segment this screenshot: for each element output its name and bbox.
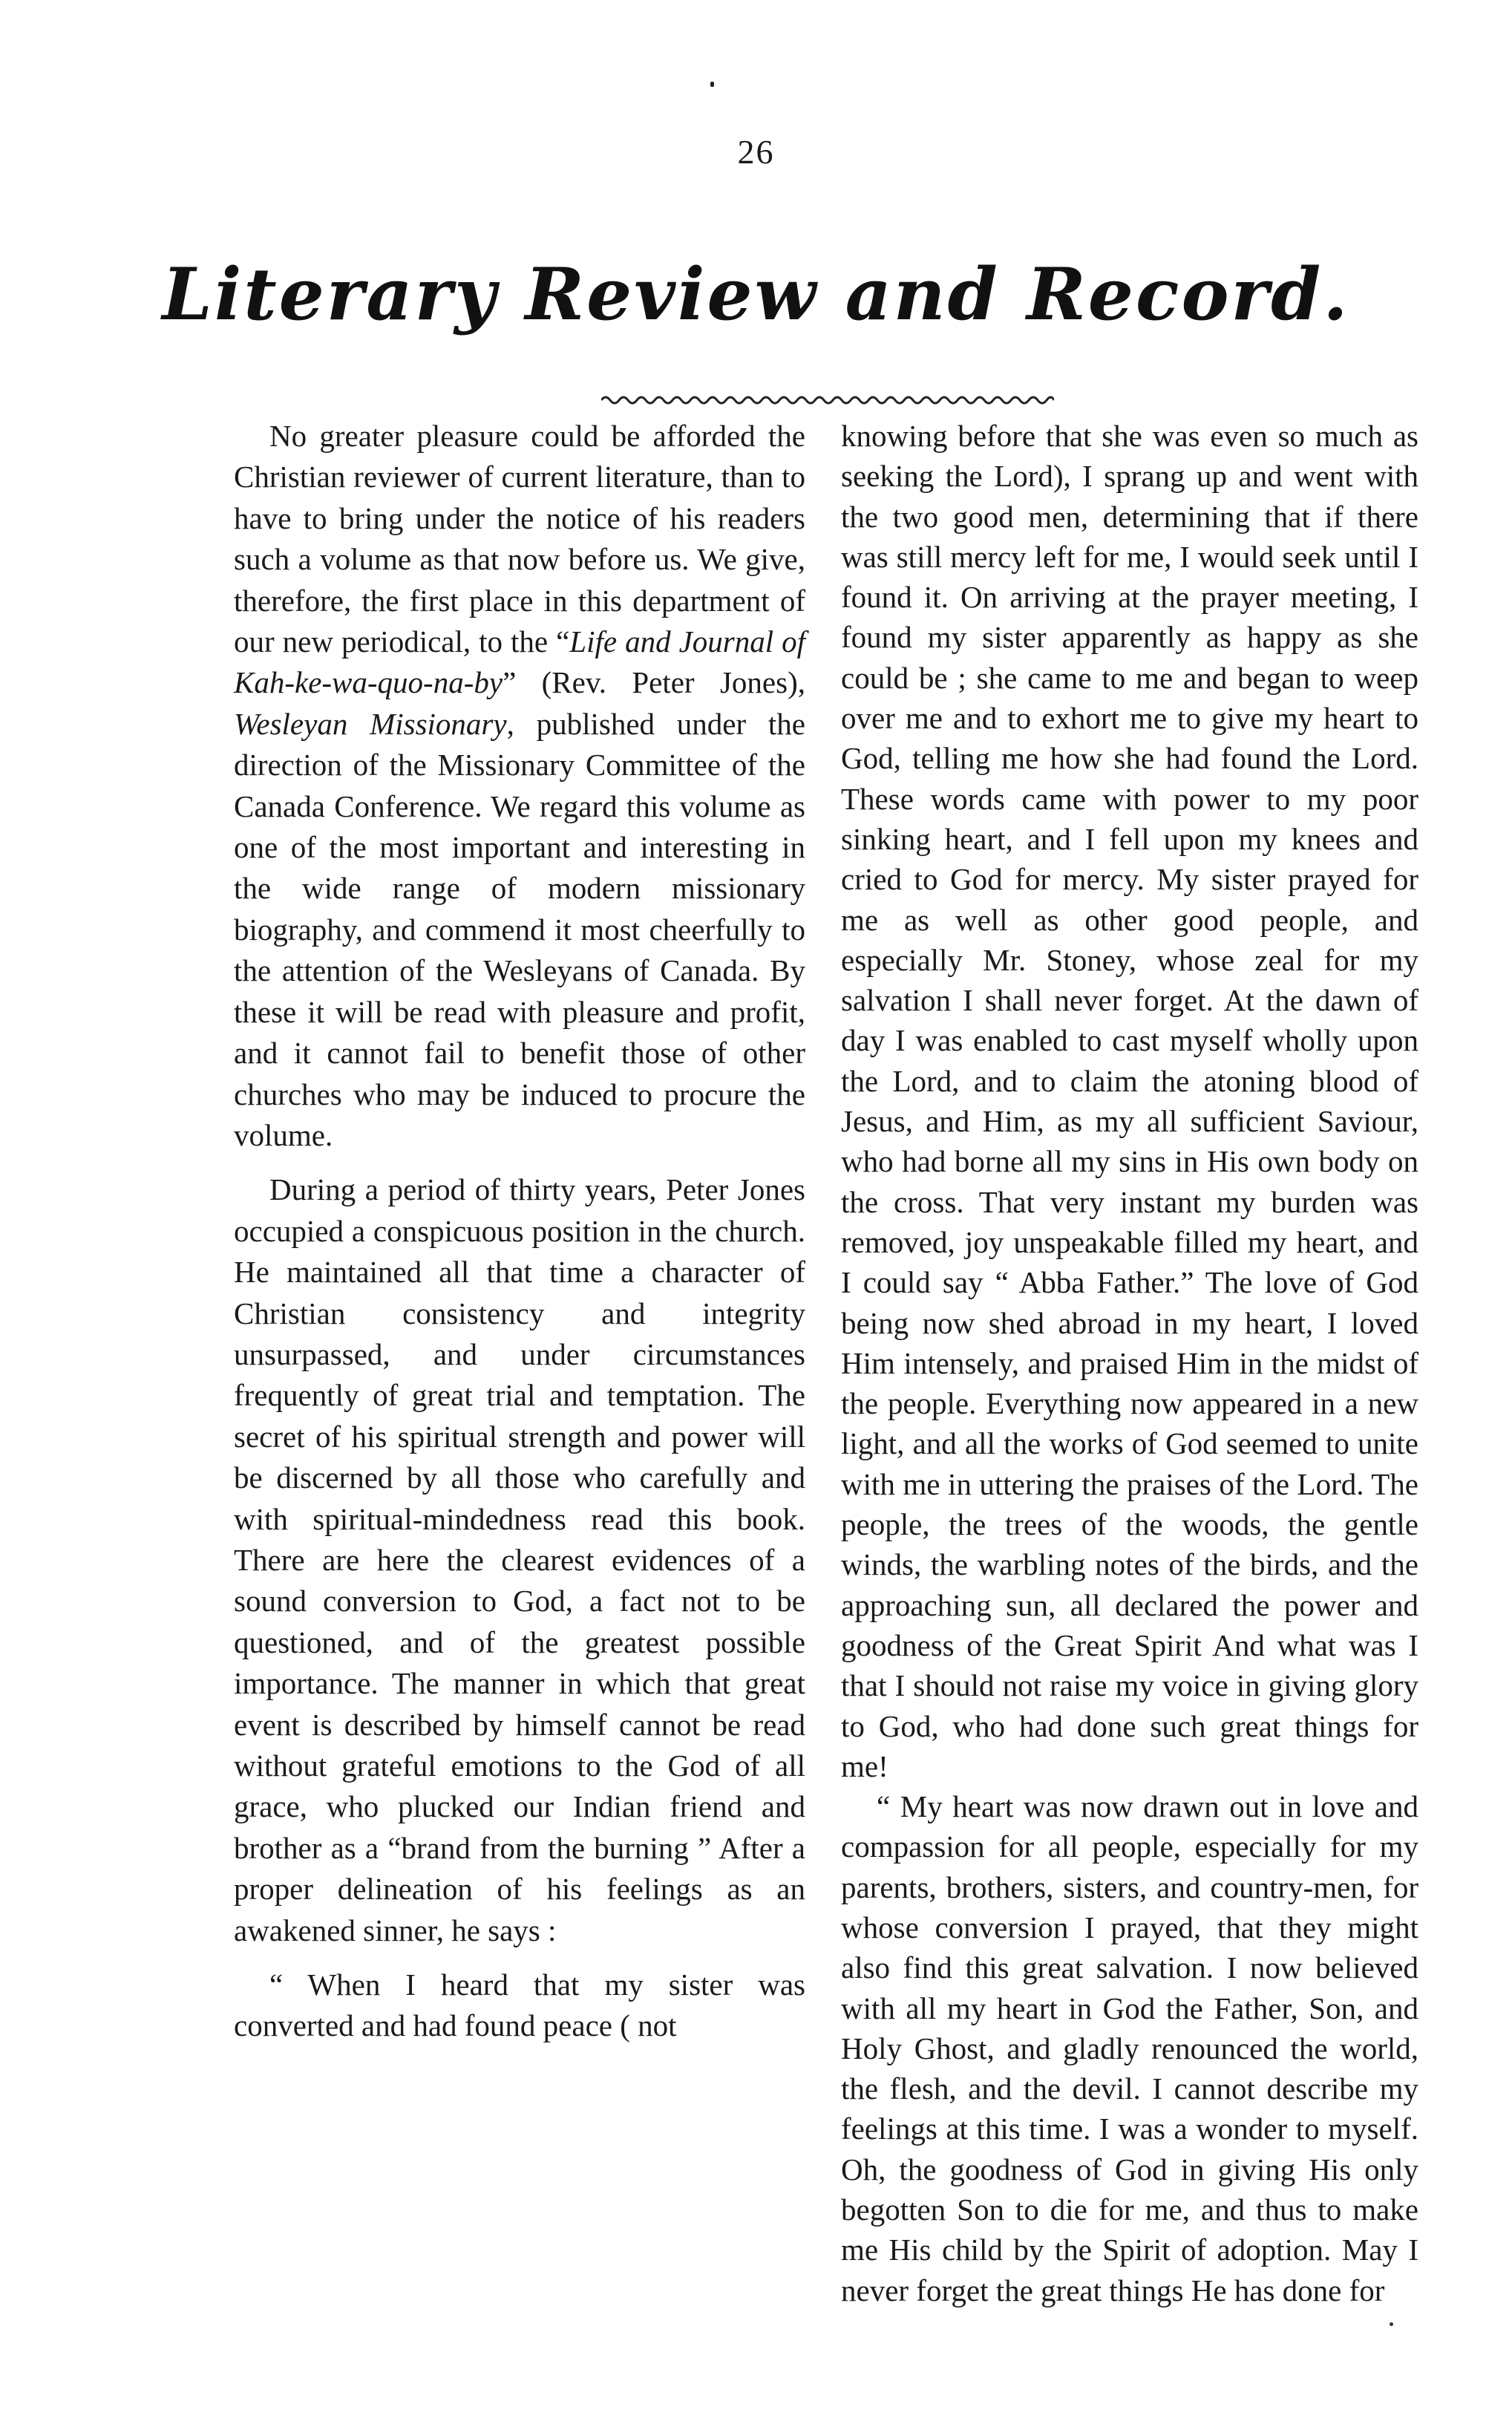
ink-speck bbox=[1390, 2322, 1393, 2326]
paragraph-peter-jones: During a period of thirty years, Peter Jones occupied a conspicuous position in the church. He maintained all that time a character of Christian consistency and integrity unsurpassed, and under circumstances frequently of great trial and temptation. The secret of his spiritual strength and power will be discerned by all those who carefully and with spiritual-mindedness read this book. There are here the clearest evidences of a sound conversion to God, a fact not to be questioned, and of the greatest possible importance. The manner in which that great event is described by himself cannot be read without grateful emotions to the God of all grace, who plucked our Indian friend and brother as a “brand from the burning ” After a proper delineation of his feelings as an awakened sinner, he says : bbox=[234, 1172, 805, 1947]
author-role: Wesleyan Missionary bbox=[234, 706, 507, 741]
paragraph-quote-continued: knowing before that she was even so much as seeking the Lord), I sprang up and went with the two good men, determining that if there was still mercy left for me, I would seek until I found it. On arriving at the prayer meeting, I found my sister apparently as happy as she could be ; she came to me and began to weep over me and to exhort me to give my heart to God, telling me how she had found the Lord. These words came with power to my poor sinking heart, and I fell upon my knees and cried to God for mercy. My sister prayed for me as well as other good people, and especially Mr. Stoney, whose zeal for my salvation I shall never forget. At the dawn of day I was enabled to cast myself wholly upon the Lord, and to claim the atoning blood of Jesus, and Him, as my all sufficient Saviour, who had borne all my sins in His own body on the cross. That very instant my burden was removed, joy unspeakable filled my heart, and I could say “ Abba Father.” The love of God being now shed abroad in my heart, I loved Him intensely, and praised Him in the midst of the people. Everything now appeared in a new light, and all the works of God seemed to unite with me in uttering the praises of the Lord. The people, the trees of the woods, the gentle winds, the warbling notes of the birds, and the approaching sun, all declared the power and goodness of the Great Spirit And what was I that I should not raise my voice in giving glory to God, who had done such great things for me! bbox=[841, 419, 1418, 1783]
decorative-wavy-rule bbox=[601, 392, 1054, 408]
paragraph-quote-heart: “ My heart was now drawn out in love and compassion for all people, especially for my parents, brothers, sisters, and country-men, for whose conversion I prayed, that they might also find this great salvation. I now believed with all my heart in God the Father, Son, and Holy Ghost, and gladly renounced the world, the flesh, and the devil. I cannot describe my feelings at this time. I was a wonder to myself. Oh, the goodness of God in giving His only begotten Son to die for me, and thus to make me His child by the Spirit of adoption. May I never forget the great things He has done for bbox=[841, 1789, 1418, 2307]
ink-speck bbox=[710, 82, 714, 87]
book-title: Life and Journal of Kah-ke-wa-quo-na-by bbox=[234, 624, 806, 700]
right-column bbox=[841, 416, 1418, 2310]
section-heading: Literary Review and Record. bbox=[162, 252, 1350, 336]
left-column bbox=[234, 416, 805, 2047]
paragraph-quote-start: “ When I heard that my sister was converted and had found peace ( not bbox=[234, 1967, 805, 2043]
page-number: 26 bbox=[737, 133, 775, 171]
paragraph-review-intro: No greater pleasure could be afforded the Christian reviewer of current literature, than to have to bring under the notice of his readers such a volume as that now before us. We give, therefore, the first place in this department of our new periodical, to the “Life and Journal of Kah-ke-wa-quo-na-by” (Rev. Peter Jones), Wesleyan Missionary, published under the direction of the Missionary Committee of the Canada Conference. We regard this volume as one of the most important and interesting in the wide range of modern missionary biography, and commend it most cheerfully to the attention of the Wesleyans of Canada. By these it will be read with pleasure and profit, and it cannot fail to benefit those of other churches who may be induced to procure the volume. bbox=[234, 419, 806, 1152]
